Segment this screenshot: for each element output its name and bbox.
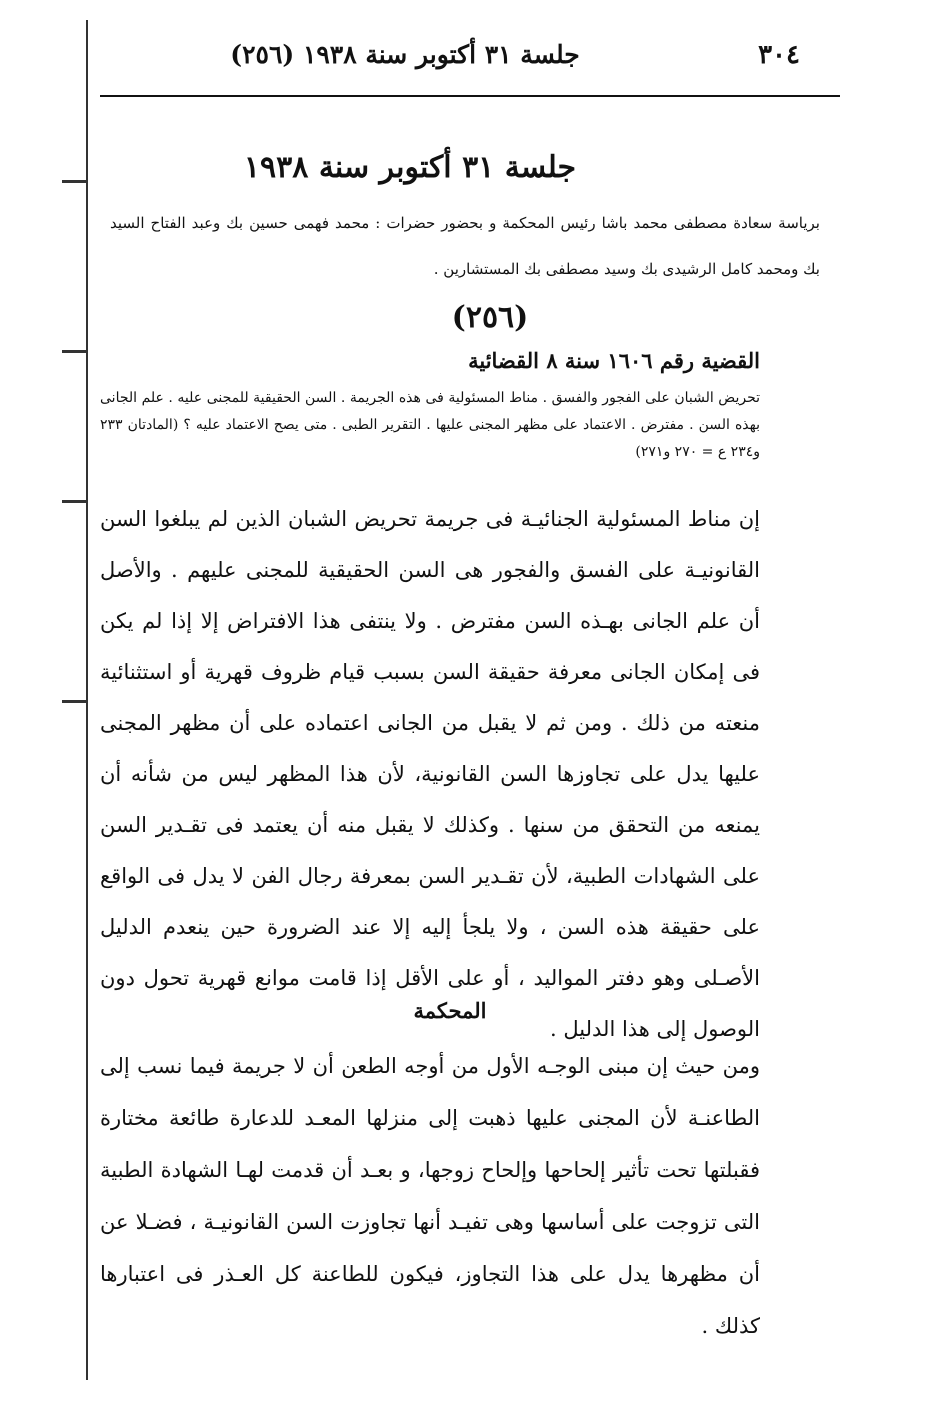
session-title: جلسة ٣١ أكتوبر سنة ١٩٣٨ [243, 150, 577, 185]
case-number: (٢٥٦) [451, 300, 529, 335]
page-number: ٣٠٤ [758, 40, 800, 70]
session-presidency: برياسة سعادة مصطفى محمد باشا رئيس المحكمة و بحضور حضرات : محمد فهمى حسين بك وعبد الفتاح السيد بك ومحمد كامل الرشيدى بك وسيد مصطفى بك المستشارين . [110, 214, 820, 278]
running-header [230, 40, 800, 80]
header-rule [100, 95, 840, 97]
margin-ticks [62, 20, 86, 1380]
case-reference: القضية رقم ١٦٠٦ سنة ٨ القضائية [468, 348, 760, 373]
margin-rule [86, 20, 88, 1380]
case-keywords: تحريض الشبان على الفجور والفسق . مناط المسئولية فى هذه الجريمة . السن الحقيقية للمجنى عليه . علم الجانى بهذه السن . مفترض . الاعتماد على مظهر المجنى عليها . التقرير الطبى . متى يصح الاعتماد عليه ؟ (المادتان ٢٣٣ و٢٣٤ ع = ٢٧٠ و٢٧١) [100, 390, 760, 460]
court-heading: المحكمة [413, 998, 487, 1023]
running-title: جلسة ٣١ أكتوبر سنة ١٩٣٨ (٢٥٦) [230, 40, 580, 69]
court-body: ومن حيث إن مبنى الوجـه الأول من أوجه الطعن أن لا جريمة فيما نسب إلى الطاعنـة لأن المجنى عليها ذهبت إلى منزلها المعـد للدعارة طائعة مختارة فقبلتها تحت تأثير إلحاحها وإلحاح زوجها، و بعـد أن قدمت لهـا الشهادة الطبية التى تزوجت على أساسها وهى تفيـد أنها تجاوزت السن القانونيـة ، فضـلا عن أن مظهرها يدل على هذا التجاوز، فيكون للطاعنة كل العـذر فى اعتبارها كذلك . [100, 1054, 760, 1338]
legal-principle: إن مناط المسئولية الجنائيـة فى جريمة تحريض الشبان الذين لم يبلغوا السن القانونيـة على الفسق والفجور هى السن الحقيقية للمجنى عليهم . والأصل أن علم الجانى بهـذه السن مفترض . ولا ينتفى هذا الافتراض إلا إذا لم يكن فى إمكان الجانى معرفة حقيقة السن بسبب قيام ظروف قهرية أو استثنائية منعته من ذلك . ومن ثم لا يقبل من الجانى اعتماده على أن مظهر المجنى عليها يدل على تجاوزها السن القانونية، لأن هذا المظهر ليس من شأنه أن يمنعه من التحقق من سنها . وكذلك لا يقبل منه أن يعتمد فى تقـدير السن على الشهادات الطبية، لأن تقـدير السن بمعرفة رجال الفن لا يدل فى الواقع على حقيقة هذه السن ، ولا يلجأ إليه إلا عند الضرورة حين ينعدم الدليل الأصـلى وهو دفتر المواليد ، أو على الأقل إذا قامت موانع قهرية تحول دون الوصول إلى هذا الدليل . [100, 507, 760, 1041]
